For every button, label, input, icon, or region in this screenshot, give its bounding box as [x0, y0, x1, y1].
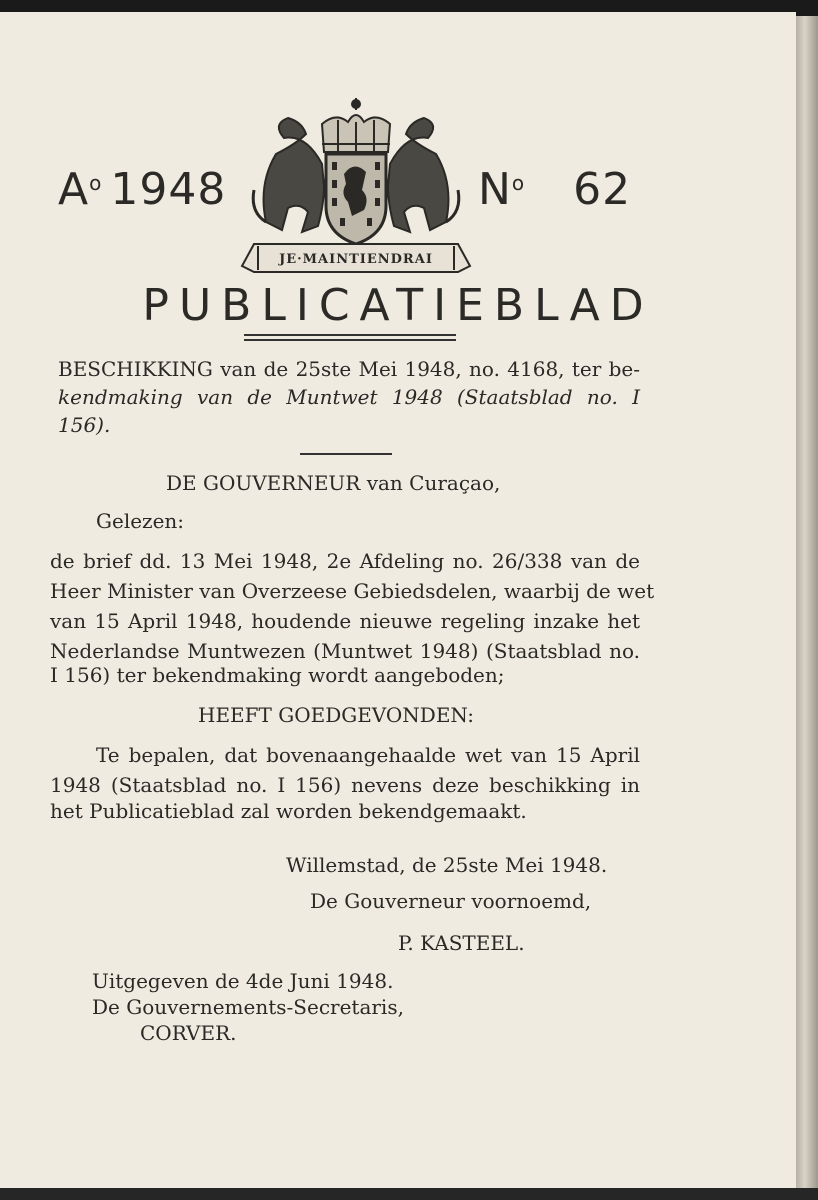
- read-line-1: de brief dd. 13 Mei 1948, 2e Afdeling no. 26/338 van de: [50, 549, 640, 573]
- year-label: [58, 164, 226, 215]
- read-line-3: van 15 April 1948, houdende nieuwe regeling inzake het: [50, 609, 640, 633]
- year-superscript: o: [89, 171, 103, 195]
- document-page: [0, 12, 796, 1188]
- motto-ribbon-text: JE·MAINTIENDRAI: [279, 252, 433, 267]
- read-line-2: Heer Minister van Overzeese Gebiedsdelen, waarbij de wet: [50, 579, 655, 603]
- decision-line-2: 1948 (Staatsblad no. I 156) nevens deze beschikking in: [50, 773, 640, 797]
- issued-date: Uitgegeven de 4de Juni 1948.: [92, 969, 394, 993]
- issuer-heading: DE GOUVERNEUR van Curaçao,: [166, 471, 501, 495]
- number-prefix: N: [478, 164, 512, 215]
- decided-label: HEEFT GOEDGEVONDEN:: [198, 703, 474, 727]
- decree-line-3: 156).: [58, 413, 111, 437]
- issue-number: 62: [573, 164, 632, 215]
- number-superscript: o: [511, 171, 526, 195]
- signatory-name: P. KASTEEL.: [398, 931, 525, 955]
- section-divider: [300, 453, 392, 455]
- masthead-rule-bottom: [244, 339, 456, 341]
- read-line-4: Nederlandse Muntwezen (Muntwet 1948) (Staatsblad no.: [50, 639, 640, 663]
- masthead-title: PUBLICATIEBLAD: [142, 280, 654, 331]
- decision-line-3: het Publicatieblad zal worden bekendgemaakt.: [50, 799, 527, 823]
- read-label: Gelezen:: [96, 509, 185, 533]
- secretary-name: CORVER.: [140, 1021, 237, 1045]
- scan-border-bottom: [0, 1188, 818, 1200]
- page-edge: [796, 16, 818, 1188]
- place-date: Willemstad, de 25ste Mei 1948.: [286, 853, 608, 877]
- masthead-rule-top: [244, 334, 456, 336]
- decision-line-1: Te bepalen, dat bovenaangehaalde wet van 15 April: [96, 743, 640, 767]
- signatory-role: De Gouverneur voornoemd,: [310, 889, 592, 913]
- read-line-5: I 156) ter bekendmaking wordt aangeboden;: [50, 663, 505, 687]
- issue-number-label: [478, 164, 631, 215]
- coat-of-arms-icon: [236, 94, 476, 274]
- decree-line-1: BESCHIKKING van de 25ste Mei 1948, no. 4168, ter be-: [58, 357, 640, 381]
- decree-line-2: kendmaking van de Muntwet 1948 (Staatsblad no. I: [58, 385, 640, 409]
- year-value: 1948: [110, 164, 227, 215]
- secretary-title: De Gouvernements-Secretaris,: [92, 995, 404, 1019]
- year-prefix: A: [58, 164, 90, 215]
